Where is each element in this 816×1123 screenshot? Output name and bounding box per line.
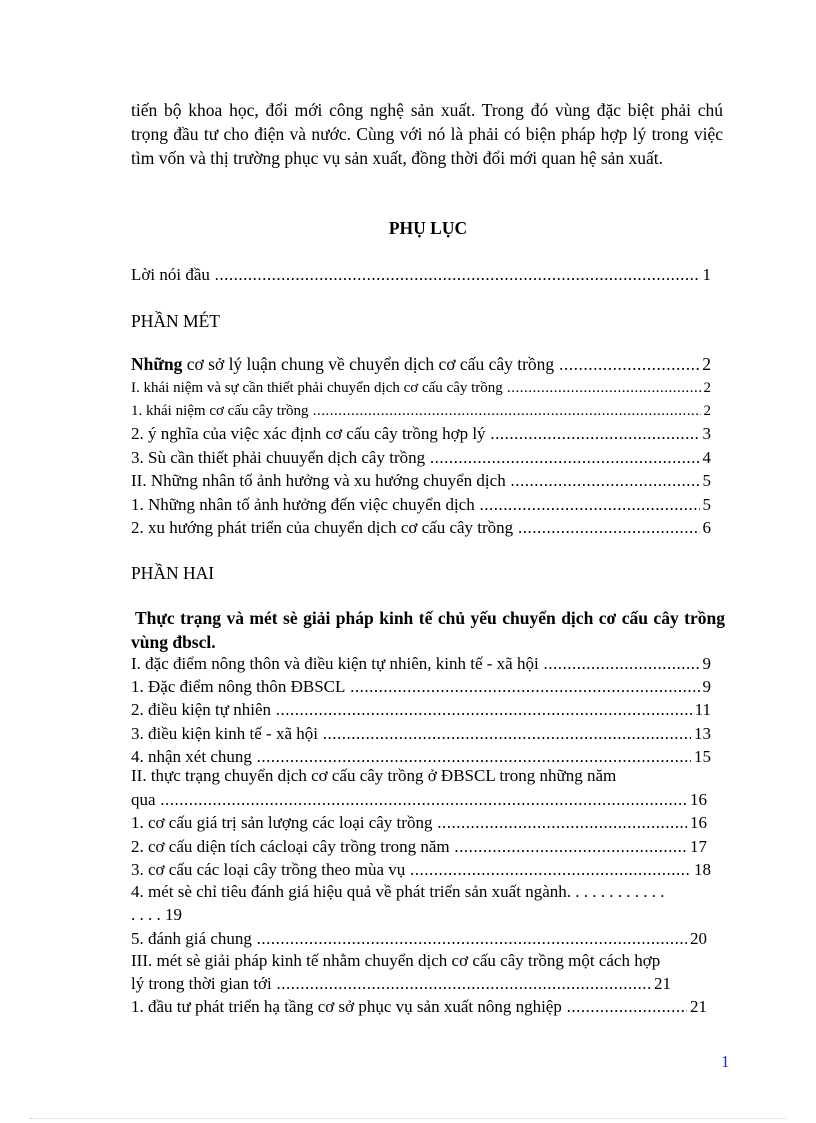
toc-entry[interactable]: 4. nhận xét chung ..... 15 bbox=[131, 746, 711, 768]
toc-page-number: 4 bbox=[700, 447, 712, 469]
toc-page-number: 9 bbox=[700, 676, 712, 698]
toc-entry[interactable]: Lời nói đầu ..... 1 bbox=[131, 264, 711, 286]
toc-page-number: 2 bbox=[701, 377, 712, 399]
toc-entry-part-one-title[interactable]: Những cơ sở lý luận chung về chuyển dịch cơ cấu cây trồng ..... 2 bbox=[131, 353, 711, 375]
part-two-label: PHẦN HAI bbox=[131, 563, 215, 583]
page-bottom-divider bbox=[30, 1118, 786, 1119]
toc-page-number: 20 bbox=[687, 928, 707, 950]
toc-entry[interactable]: lý trong thời gian tới ..... 21 bbox=[131, 973, 671, 995]
toc-entry[interactable]: 3. Sù cần thiết phải chuuyển dịch cây trồng ..... 4 bbox=[131, 447, 711, 469]
toc-entry[interactable]: 1. Những nhân tố ảnh hưởng đến việc chuyển dịch ..... 5 bbox=[131, 494, 711, 516]
toc-entry-iii-line1[interactable]: III. mét sè giải pháp kinh tế nhằm chuyển dịch cơ cấu cây trồng một cách hợp bbox=[131, 951, 661, 970]
toc-page-number: 3 bbox=[700, 423, 712, 445]
toc-page-number: 2 bbox=[701, 400, 712, 422]
toc-page-number: 2 bbox=[699, 353, 711, 375]
toc-entry[interactable]: 1. khái niệm cơ cấu cây trồng ..... 2 bbox=[131, 400, 711, 422]
toc-page-number: 5 bbox=[700, 470, 712, 492]
toc-page-number: 16 bbox=[687, 789, 707, 811]
toc-entry[interactable]: qua ..... 16 bbox=[131, 789, 707, 811]
toc-entry-4-line1[interactable]: 4. mét sè chỉ tiêu đánh giá hiệu quả về phát triển sản xuất ngành. . . . . . . . . . . . bbox=[131, 882, 665, 901]
toc-entry[interactable]: 1. Đặc điểm nông thôn ĐBSCL ..... 9 bbox=[131, 676, 711, 698]
toc-entry[interactable]: II. Những nhân tố ảnh hưởng và xu hướng chuyển dịch ..... 5 bbox=[131, 470, 711, 492]
toc-entry[interactable]: I. đặc điểm nông thôn và điều kiện tự nhiên, kinh tế - xã hội ..... 9 bbox=[131, 653, 711, 675]
toc-entry-ii-line1[interactable]: II. thực trạng chuyển dịch cơ cấu cây trồng ở ĐBSCL trong những năm bbox=[131, 766, 617, 785]
toc-page-number: 21 bbox=[651, 973, 671, 995]
toc-page-number: 15 bbox=[691, 746, 711, 768]
toc-entry[interactable]: 5. đánh giá chung ..... 20 bbox=[131, 928, 707, 950]
toc-page-number: 13 bbox=[691, 723, 711, 745]
toc-page-number: 5 bbox=[700, 494, 712, 516]
toc-entry[interactable]: 2. ý nghĩa của việc xác định cơ cấu cây trồng hợp lý ..... 3 bbox=[131, 423, 711, 445]
toc-page-number: 9 bbox=[700, 653, 712, 675]
toc-page-number: 16 bbox=[687, 812, 707, 834]
page-number: 1 bbox=[721, 1052, 730, 1071]
toc-entry[interactable]: 2. cơ cấu diện tích cácloại cây trồng trong năm ..... 17 bbox=[131, 836, 707, 858]
toc-page-number: 1 bbox=[700, 264, 712, 286]
toc-page-number: 21 bbox=[687, 996, 707, 1018]
toc-page-number: 11 bbox=[692, 699, 711, 721]
part-two-title: Thực trạng và mét sè giải pháp kinh tế chủ yếu chuyển dịch cơ cấu cây trồng vùng đbscl. bbox=[131, 608, 725, 652]
toc-entry[interactable]: I. khái niệm và sự cần thiết phải chuyển dịch cơ cấu cây trồng ..... 2 bbox=[131, 377, 711, 399]
toc-entry[interactable]: 2. xu hướng phát triển của chuyển dịch cơ cấu cây trồng ..... 6 bbox=[131, 517, 711, 539]
toc-entry-4-line2[interactable]: . . . . 19 bbox=[131, 905, 182, 924]
toc-entry[interactable]: 1. đầu tư phát triển hạ tầng cơ sở phục vụ sản xuất nông nghiệp ..... 21 bbox=[131, 996, 707, 1018]
toc-page-number: 6 bbox=[700, 517, 712, 539]
part-one-label: PHẦN MÉT bbox=[131, 311, 220, 331]
toc-page-number: 18 bbox=[691, 859, 711, 881]
toc-entry[interactable]: 3. cơ cấu các loại cây trồng theo mùa vụ ..... 18 bbox=[131, 859, 711, 881]
toc-page-number: 17 bbox=[687, 836, 707, 858]
toc-entry[interactable]: 1. cơ cấu giá trị sản lượng các loại cây trồng ..... 16 bbox=[131, 812, 707, 834]
toc-entry[interactable]: 2. điều kiện tự nhiên ..... 11 bbox=[131, 699, 711, 721]
toc-entry[interactable]: 3. điều kiện kinh tế - xã hội ..... 13 bbox=[131, 723, 711, 745]
intro-paragraph: tiến bộ khoa học, đổi mới công nghệ sản xuất. Trong đó vùng đặc biệt phải chú trọng đầu tư cho điện và nước. Cùng với nó là phải có biện pháp hợp lý trong việc tìm vốn và thị trường phục vụ sản xuất, đồng thời đổi mới quan hệ sản xuất. bbox=[131, 100, 723, 168]
appendix-heading: PHỤ LỤC bbox=[388, 218, 468, 238]
